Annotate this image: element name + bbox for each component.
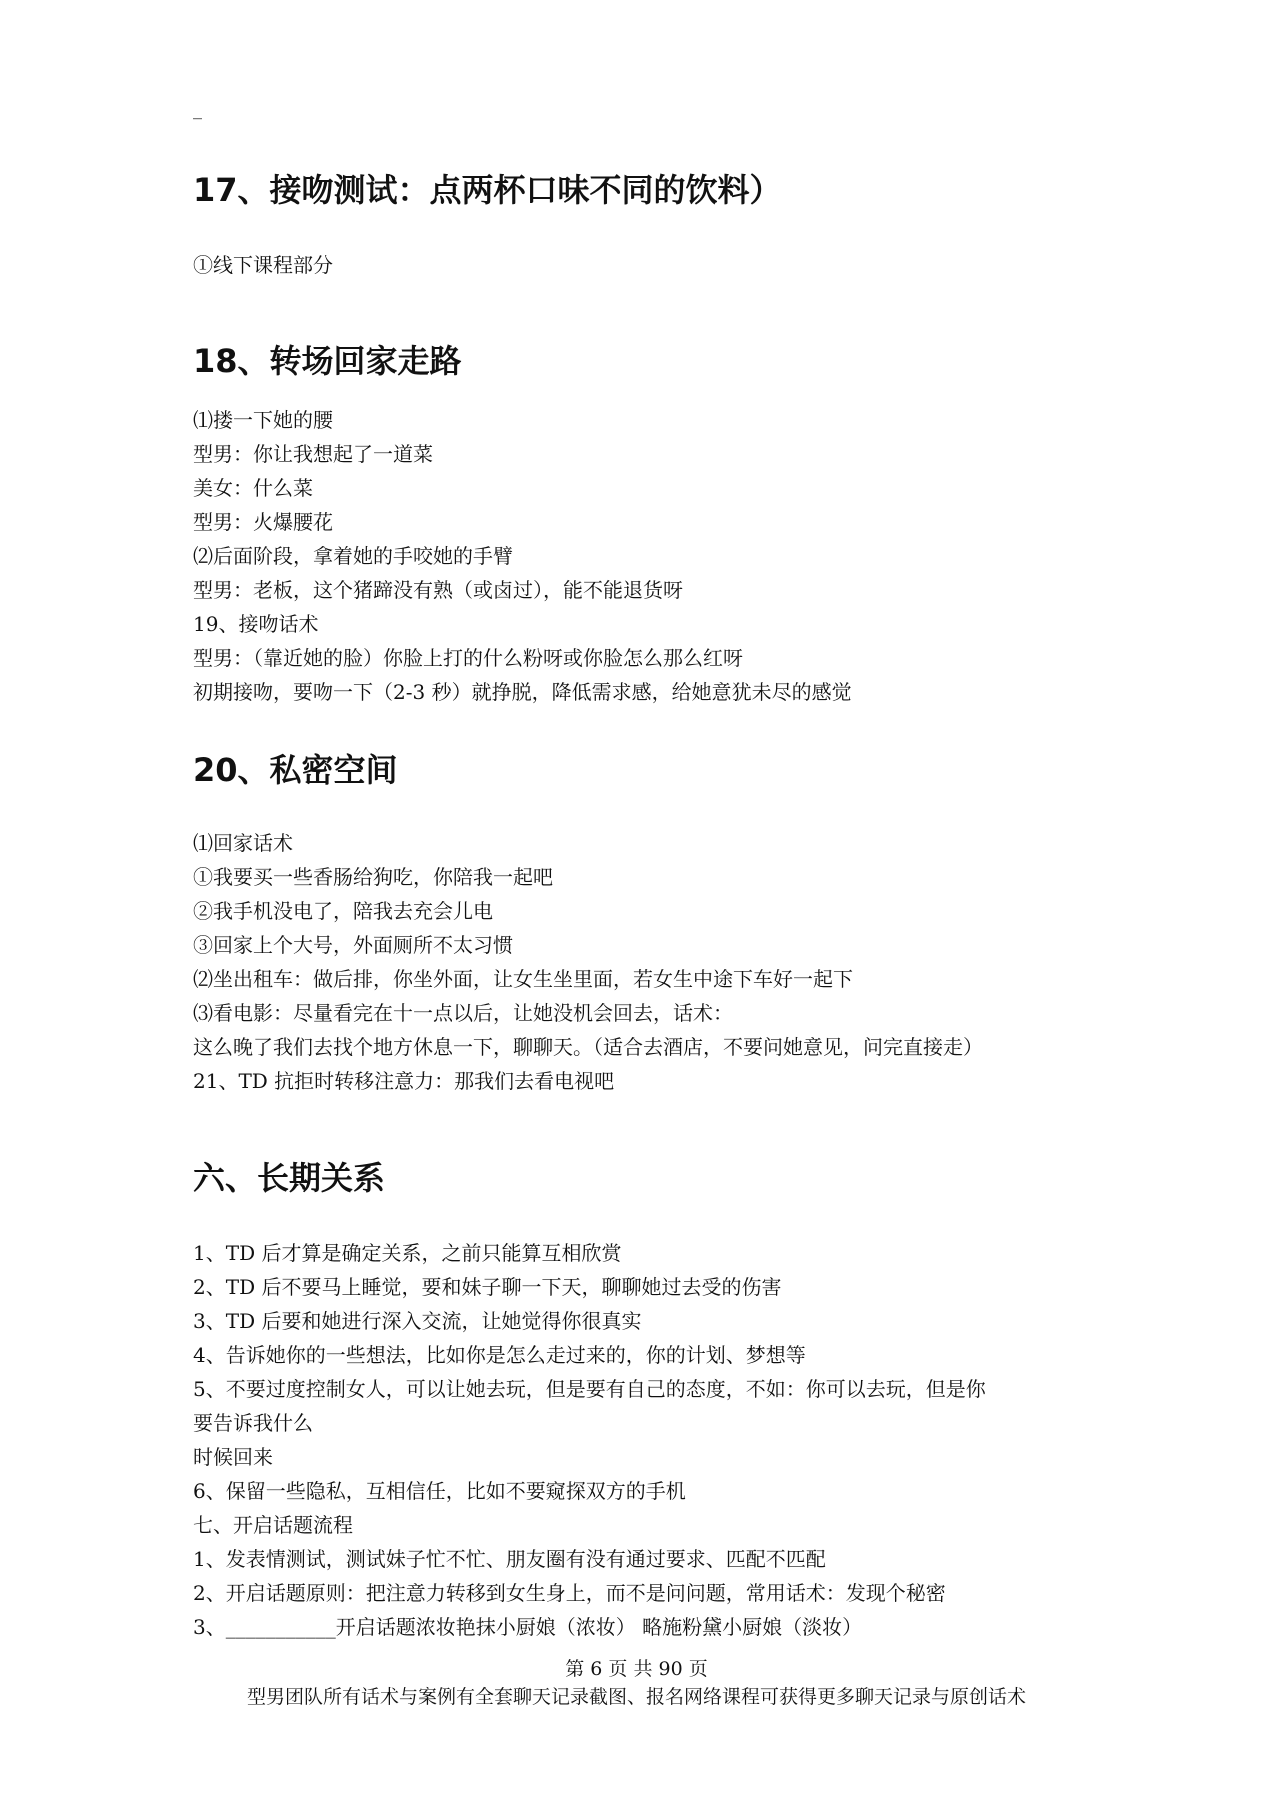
text-line: 3、TD 后要和她进行深入交流，让她觉得你很真实 — [193, 1309, 642, 1333]
text-line: ①线下课程部分 — [193, 253, 333, 277]
text-line: 4、告诉她你的一些想法，比如你是怎么走过来的，你的计划、梦想等 — [193, 1343, 806, 1367]
text-line: ⑵后面阶段，拿着她的手咬她的手臂 — [193, 544, 513, 568]
text-line: 1、TD 后才算是确定关系，之前只能算互相欣赏 — [193, 1241, 622, 1265]
text-line: ⑴搂一下她的腰 — [193, 408, 333, 432]
section-heading-17: 17、接吻测试：点两杯口味不同的饮料） — [193, 171, 782, 209]
section-20-body — [193, 826, 983, 1098]
text-line: ⑵坐出租车：做后排，你坐外面，让女生坐里面，若女生中途下车好一起下 — [193, 967, 853, 991]
page-number: 第 6 页 共 90 页 — [565, 1658, 708, 1680]
text-line: 型男：火爆腰花 — [193, 510, 333, 534]
top-mark: _ — [193, 99, 202, 120]
text-line: 这么晚了我们去找个地方休息一下，聊聊天。（适合去酒店，不要问她意见，问完直接走） — [193, 1035, 983, 1059]
text-line: 要告诉我什么 — [193, 1411, 313, 1435]
text-line: 3、___________开启话题浓妆艳抹小厨娘（浓妆） 略施粉黛小厨娘（淡妆） — [193, 1615, 863, 1639]
text-line: 型男：你让我想起了一道菜 — [193, 442, 433, 466]
section-6-body — [193, 1236, 986, 1644]
text-line: 型男：（靠近她的脸）你脸上打的什么粉呀或你脸怎么那么红呀 — [193, 646, 743, 670]
section-heading-20: 20、私密空间 — [193, 751, 398, 789]
text-line: 19、接吻话术 — [193, 612, 319, 636]
text-line: ②我手机没电了，陪我去充会儿电 — [193, 899, 493, 923]
text-line: 5、不要过度控制女人，可以让她去玩，但是要有自己的态度，不如：你可以去玩，但是你 — [193, 1377, 986, 1401]
footer-notice: 型男团队所有话术与案例有全套聊天记录截图、报名网络课程可获得更多聊天记录与原创话术 — [246, 1686, 1026, 1708]
text-line: ①我要买一些香肠给狗吃，你陪我一起吧 — [193, 865, 553, 889]
text-line: ⑴回家话术 — [193, 831, 293, 855]
section-17-body — [193, 248, 333, 282]
text-line: 美女：什么菜 — [193, 476, 313, 500]
text-line: 时候回来 — [193, 1445, 273, 1469]
text-line: 2、TD 后不要马上睡觉，要和妹子聊一下天，聊聊她过去受的伤害 — [193, 1275, 782, 1299]
text-line: 型男：老板，这个猪蹄没有熟（或卤过），能不能退货呀 — [193, 578, 683, 602]
text-line: 1、发表情测试，测试妹子忙不忙、朋友圈有没有通过要求、匹配不匹配 — [193, 1547, 826, 1571]
text-line: 七、开启话题流程 — [193, 1513, 353, 1537]
section-18-body — [193, 403, 852, 709]
text-line: 6、保留一些隐私，互相信任，比如不要窥探双方的手机 — [193, 1479, 686, 1503]
section-heading-18: 18、转场回家走路 — [193, 342, 462, 380]
text-line: 2、开启话题原则：把注意力转移到女生身上，而不是问问题，常用话术：发现个秘密 — [193, 1581, 946, 1605]
text-line: ⑶看电影：尽量看完在十一点以后，让她没机会回去，话术： — [193, 1001, 733, 1025]
text-line: 21、TD 抗拒时转移注意力：那我们去看电视吧 — [193, 1069, 615, 1093]
text-line: ③回家上个大号，外面厕所不太习惯 — [193, 933, 513, 957]
text-line: 初期接吻，要吻一下（2-3 秒）就挣脱，降低需求感，给她意犹未尽的感觉 — [193, 680, 852, 704]
section-heading-6: 六、长期关系 — [193, 1159, 386, 1197]
